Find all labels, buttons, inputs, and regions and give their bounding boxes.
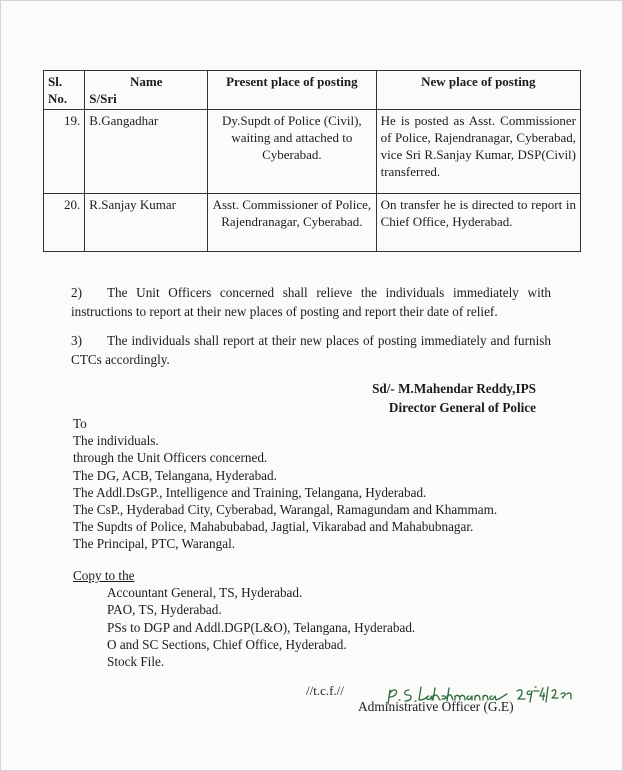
header-present-posting: Present place of posting xyxy=(208,71,376,110)
table-row xyxy=(44,110,581,194)
table-row xyxy=(44,194,581,252)
recipient-line: The individuals. xyxy=(73,433,159,449)
header-sl-no: Sl. No. xyxy=(44,71,85,110)
signatory-designation: Director General of Police xyxy=(388,400,536,415)
postings-table xyxy=(43,70,581,252)
signature-block xyxy=(372,379,536,417)
table-header-row xyxy=(44,71,581,110)
copy-to-line: PAO, TS, Hyderabad. xyxy=(107,602,222,618)
row-new-posting: On transfer he is directed to report in Chief Office, Hyderabad. xyxy=(376,194,580,252)
signatory-name: Sd/- M.Mahendar Reddy,IPS xyxy=(372,381,536,396)
recipient-line: through the Unit Officers concerned. xyxy=(73,450,268,466)
header-name: Name S/Sri xyxy=(85,71,208,110)
row-name: B.Gangadhar xyxy=(85,110,208,194)
copy-to-list xyxy=(73,567,415,670)
row-sl-no: 20. xyxy=(44,194,85,252)
paragraph-text: The Unit Officers concerned shall relieve the individuals immediately with instructions to report at their new places of posting and report their date of relief. xyxy=(71,285,551,319)
copy-to-line: Stock File. xyxy=(107,654,165,670)
copy-to-line: O and SC Sections, Chief Office, Hyderabad. xyxy=(107,636,347,652)
row-name: R.Sanjay Kumar xyxy=(85,194,208,252)
copy-to-line: PSs to DGP and Addl.DGP(L&O), Telangana, Hyderabad. xyxy=(107,619,416,635)
copy-to-line: Accountant General, TS, Hyderabad. xyxy=(107,585,303,601)
paragraph-text: The individuals shall report at their new places of posting immediately and furnish CTCs accordingly. xyxy=(71,333,551,367)
paragraph-number: 3) xyxy=(71,333,82,348)
header-new-posting: New place of posting xyxy=(376,71,580,110)
recipient-line: The Principal, PTC, Warangal. xyxy=(73,536,236,552)
recipient-line: The CsP., Hyderabad City, Cyberabad, Warangal, Ramagundam and Khammam. xyxy=(73,502,498,518)
paragraph-3 xyxy=(71,331,551,369)
to-recipients xyxy=(73,415,497,553)
copy-to-heading: Copy to the xyxy=(73,568,135,583)
row-present-posting: Asst. Commissioner of Police, Rajendranagar, Cyberabad. xyxy=(208,194,376,252)
row-sl-no: 19. xyxy=(44,110,85,194)
row-new-posting: He is posted as Asst. Commissioner of Police, Rajendranagar, Cyberabad, vice Sri R.Sanjay Kumar, DSP(Civil) transferred. xyxy=(376,110,580,194)
administrative-officer-designation: Administrative Officer (G.E) xyxy=(358,699,514,714)
paragraph-number: 2) xyxy=(71,285,82,300)
paragraph-2 xyxy=(71,283,551,321)
recipient-line: The Supdts of Police, Mahabubabad, Jagtial, Vikarabad and Mahabubnagar. xyxy=(73,519,474,535)
to-heading: To xyxy=(73,416,87,431)
row-present-posting: Dy.Supdt of Police (Civil), waiting and attached to Cyberabad. xyxy=(208,110,376,194)
true-copy-forwarded: //t.c.f.// xyxy=(306,683,344,698)
recipient-line: The DG, ACB, Telangana, Hyderabad. xyxy=(73,467,277,483)
recipient-line: The Addl.DsGP., Intelligence and Training, Telangana, Hyderabad. xyxy=(73,484,427,500)
